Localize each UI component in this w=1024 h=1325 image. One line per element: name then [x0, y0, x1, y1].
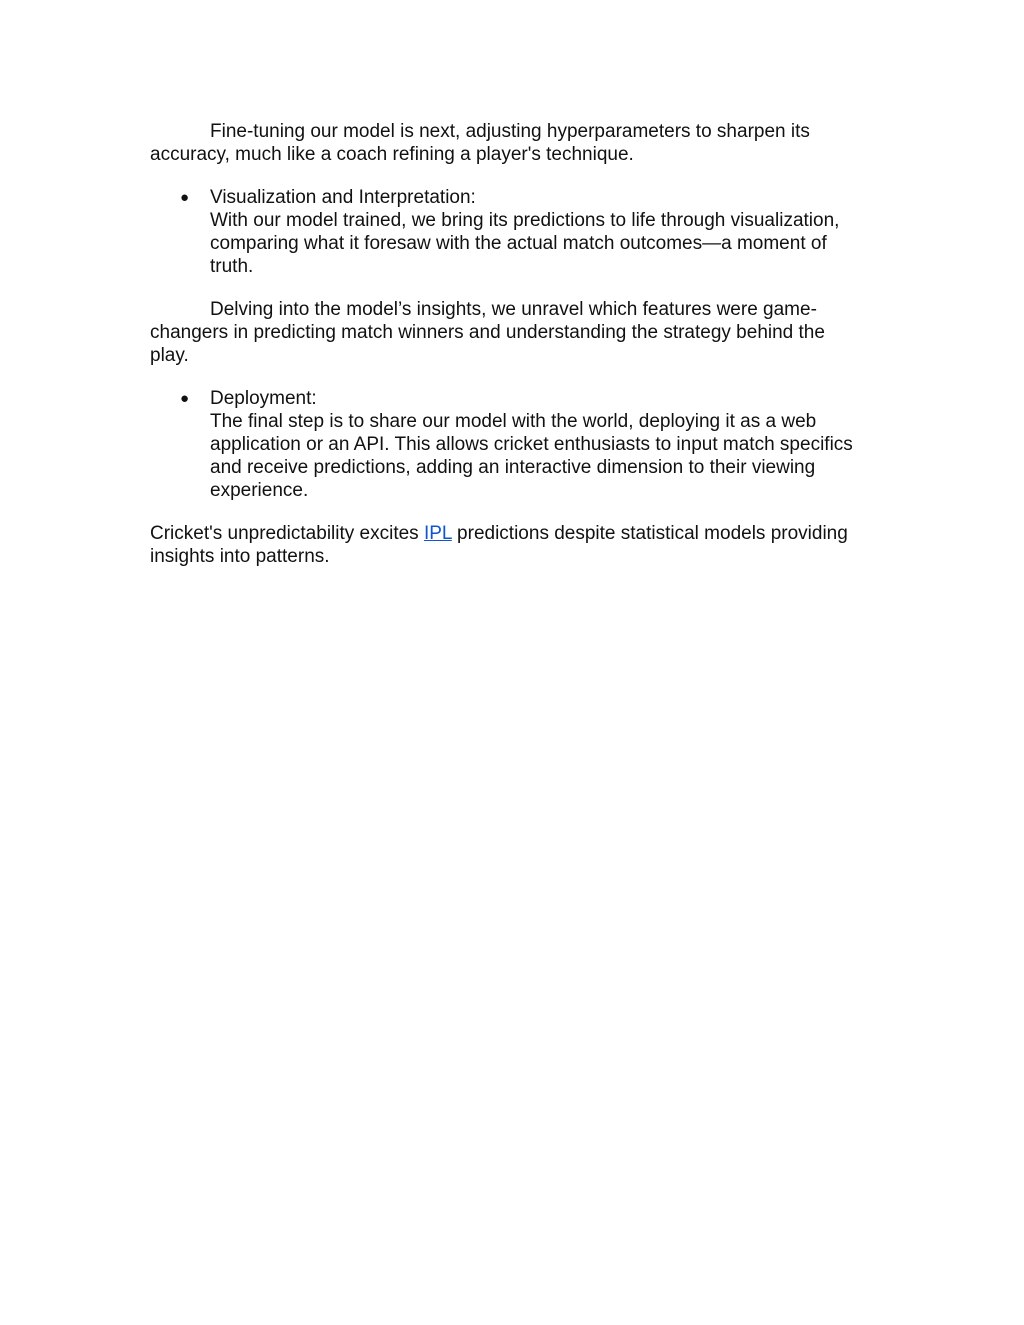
bullet-icon: ●: [180, 390, 190, 407]
list-item-visualization: [150, 186, 866, 278]
list-item-heading: Visualization and Interpretation:: [210, 187, 476, 208]
list-item-body: With our model trained, we bring its predictions to life through visualization, comparing what it foresaw with the actual match outcomes—a moment of truth.: [210, 210, 840, 277]
document-page: [150, 120, 866, 588]
ipl-link[interactable]: IPL: [423, 523, 452, 544]
bullet-icon: ●: [180, 189, 190, 206]
paragraph-closing: [150, 522, 866, 568]
list-item-heading: Deployment:: [210, 388, 317, 409]
paragraph-insights: Delving into the model’s insights, we unravel which features were game-changers in predicting match winners and understanding the strategy behind the play.: [150, 299, 825, 366]
list-item-body: The final step is to share our model with the world, deploying it as a web application or an API. This allows cricket enthusiasts to input match specifics and receive predictions, adding an interactive dimension to their viewing experience.: [210, 411, 853, 501]
closing-text-end: predictions despite statistical models providing insights into patterns.: [150, 523, 848, 567]
list-item-deployment: [150, 387, 866, 502]
closing-text-start: Cricket's unpredictability excites: [150, 523, 424, 544]
paragraph-fine-tuning: Fine-tuning our model is next, adjusting hyperparameters to sharpen its accuracy, much like a coach refining a player's technique.: [150, 121, 810, 165]
